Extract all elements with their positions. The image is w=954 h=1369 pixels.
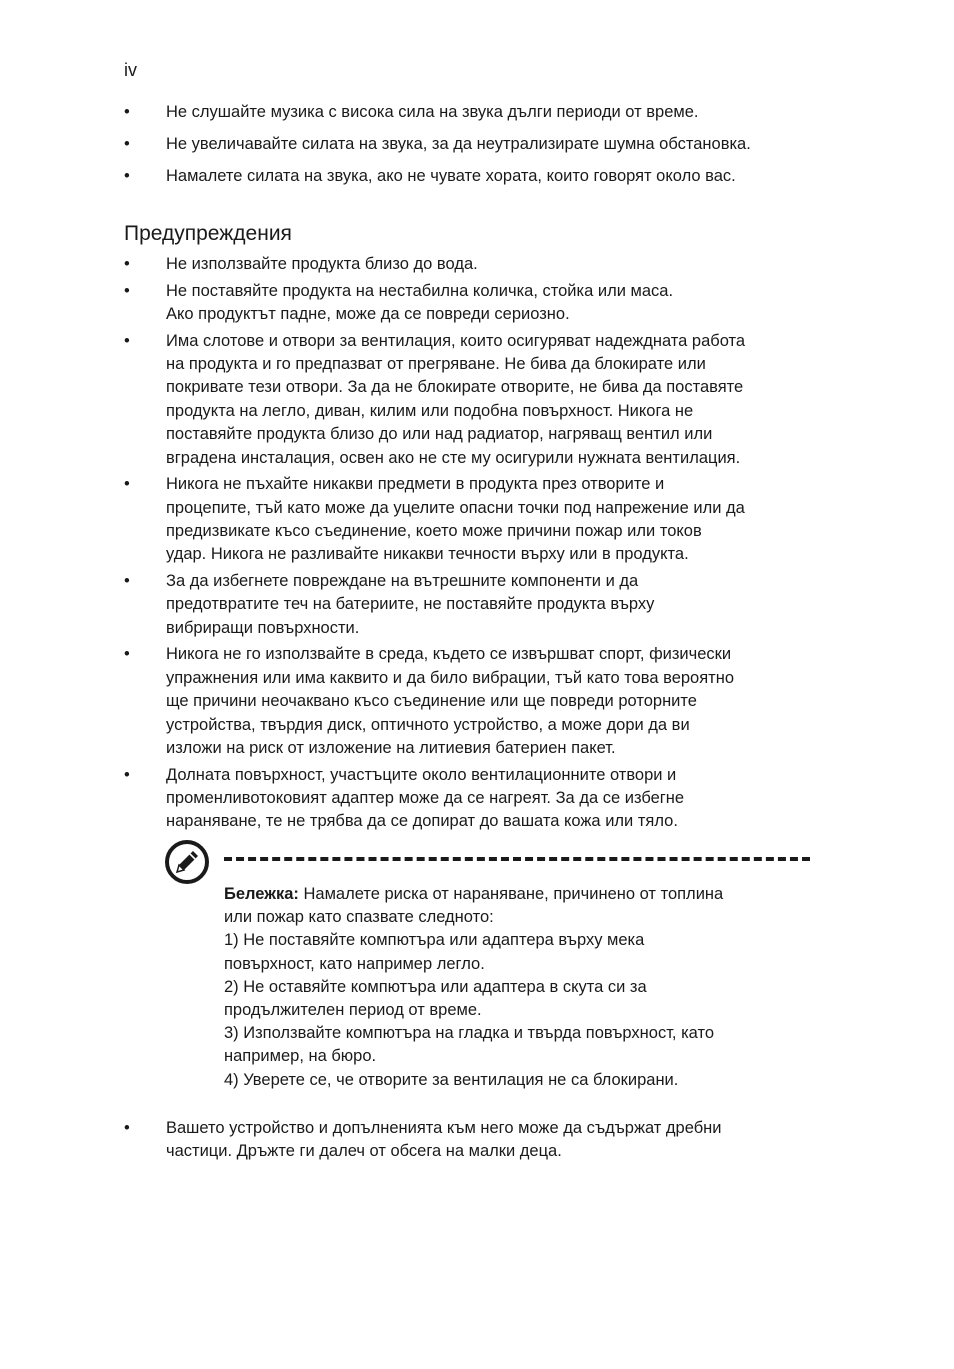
bullet-icon: • bbox=[124, 645, 130, 664]
list-item bbox=[124, 330, 824, 470]
bullet-icon: • bbox=[124, 765, 130, 784]
list-item bbox=[124, 570, 824, 640]
note-label: Бележка: bbox=[224, 885, 299, 903]
bullet-icon: • bbox=[124, 255, 130, 273]
list-item bbox=[124, 1117, 824, 1164]
list-item-text: Вашето устройство и допълненията към него може да съдържат дребни частици. Дръжте ги далеч от обсега на малки деца. bbox=[166, 1119, 722, 1161]
note-line: продължителен период от време. bbox=[224, 1001, 482, 1020]
page-number: iv bbox=[124, 60, 137, 80]
list-item-text: Има слотове и отвори за вентилация, които осигуряват надеждната работа на продукта и го предпазват от прегряване. Не бива да блокирате или покривате тези отвори. За да не блокирате отворите, не бива да поставяте продукта на легло, диван, килим или подобна повърхност. Никога не поставяйте продукта близо до или над радиатор, нагряващ вентил или вградена инсталация, освен ако не сте му осигурили нужната вентилация. bbox=[166, 331, 746, 467]
note-line: 1) Не поставяйте компютъра или адаптера върху мека bbox=[224, 931, 645, 950]
list-item-text: Никога не пъхайте никакви предмети в продукта през отворите и процепите, тъй като може да уцелите опасни точки под напрежение или да предизвикате късо съединение, което може причини пожар или токов удар. Никога не разливайте никакви течности върху или в продукта. bbox=[166, 475, 745, 564]
section-heading-warnings: Предупреждения bbox=[124, 222, 292, 245]
list-item bbox=[124, 473, 824, 567]
list-item-text: За да избегнете повреждане на вътрешните компоненти и да предотвратите теч на батериите, не поставяйте продукта върху вибриращи повърхности. bbox=[166, 572, 655, 637]
list-item bbox=[124, 101, 824, 124]
note-line: повърхност, като например легло. bbox=[224, 954, 485, 973]
list-item-text: Долната повърхност, участъците около вентилационните отвори и променливотоковият адаптер може да се нагреят. За да се избегне нараняване, те не трябва да се допират до вашата кожа или тяло. bbox=[166, 765, 685, 831]
list-item-text: Намалете силата на звука, ако не чувате хората, които говорят около вас. bbox=[166, 167, 736, 185]
note-first-line bbox=[224, 883, 814, 906]
list-item bbox=[124, 165, 824, 188]
note-line: например, на бюро. bbox=[224, 1047, 377, 1066]
note-line: или пожар като спазвате следното: bbox=[224, 908, 494, 927]
note-pen-icon bbox=[164, 839, 210, 885]
bullet-icon: • bbox=[124, 331, 130, 350]
bullet-icon: • bbox=[124, 167, 130, 185]
list-item-text: Не слушайте музика с висока сила на звука дълги периоди от време. bbox=[166, 103, 699, 121]
bullet-icon: • bbox=[124, 281, 130, 300]
list-item bbox=[124, 253, 824, 276]
hearing-list bbox=[124, 101, 824, 188]
note-body bbox=[224, 883, 814, 1092]
bullet-icon: • bbox=[124, 1119, 130, 1137]
bullet-icon: • bbox=[124, 103, 130, 121]
list-item-text: Не използвайте продукта близо до вода. bbox=[166, 255, 478, 273]
list-item-text: Не поставяйте продукта на нестабилна количка, стойка или маса. Ако продуктът падне, може да се повреди сериозно. bbox=[166, 281, 674, 323]
small-parts-list bbox=[124, 1117, 824, 1164]
bullet-icon: • bbox=[124, 475, 130, 494]
bullet-icon: • bbox=[124, 572, 130, 591]
list-item bbox=[124, 133, 824, 156]
note-line: 2) Не оставяйте компютъра или адаптера в скута си за bbox=[224, 977, 647, 996]
list-item bbox=[124, 280, 824, 327]
warnings-list bbox=[124, 253, 824, 834]
list-item-text: Не увеличавайте силата на звука, за да неутрализирате шумна обстановка. bbox=[166, 135, 751, 153]
list-item-text: Никога не го използвайте в среда, където се извършват спорт, физически упражнения или има каквито и да било вибрации, тъй като това вероятно ще причини неочаквано късо съединение или ще повреди роторните устройства, твърдия диск, оптичното устройство, а може дори да ви изложи на риск от изложение на литиевия батериен пакет. bbox=[166, 645, 735, 758]
bullet-icon: • bbox=[124, 135, 130, 153]
note-line: 3) Използвайте компютъра на гладка и твърда повърхност, като bbox=[224, 1024, 715, 1043]
note-line: 4) Уверете се, че отворите за вентилация не са блокирани. bbox=[224, 1070, 679, 1089]
note-intro: Намалете риска от нараняване, причинено от топлина bbox=[298, 885, 724, 903]
note-divider bbox=[224, 857, 810, 861]
list-item bbox=[124, 643, 824, 760]
list-item bbox=[124, 764, 824, 834]
